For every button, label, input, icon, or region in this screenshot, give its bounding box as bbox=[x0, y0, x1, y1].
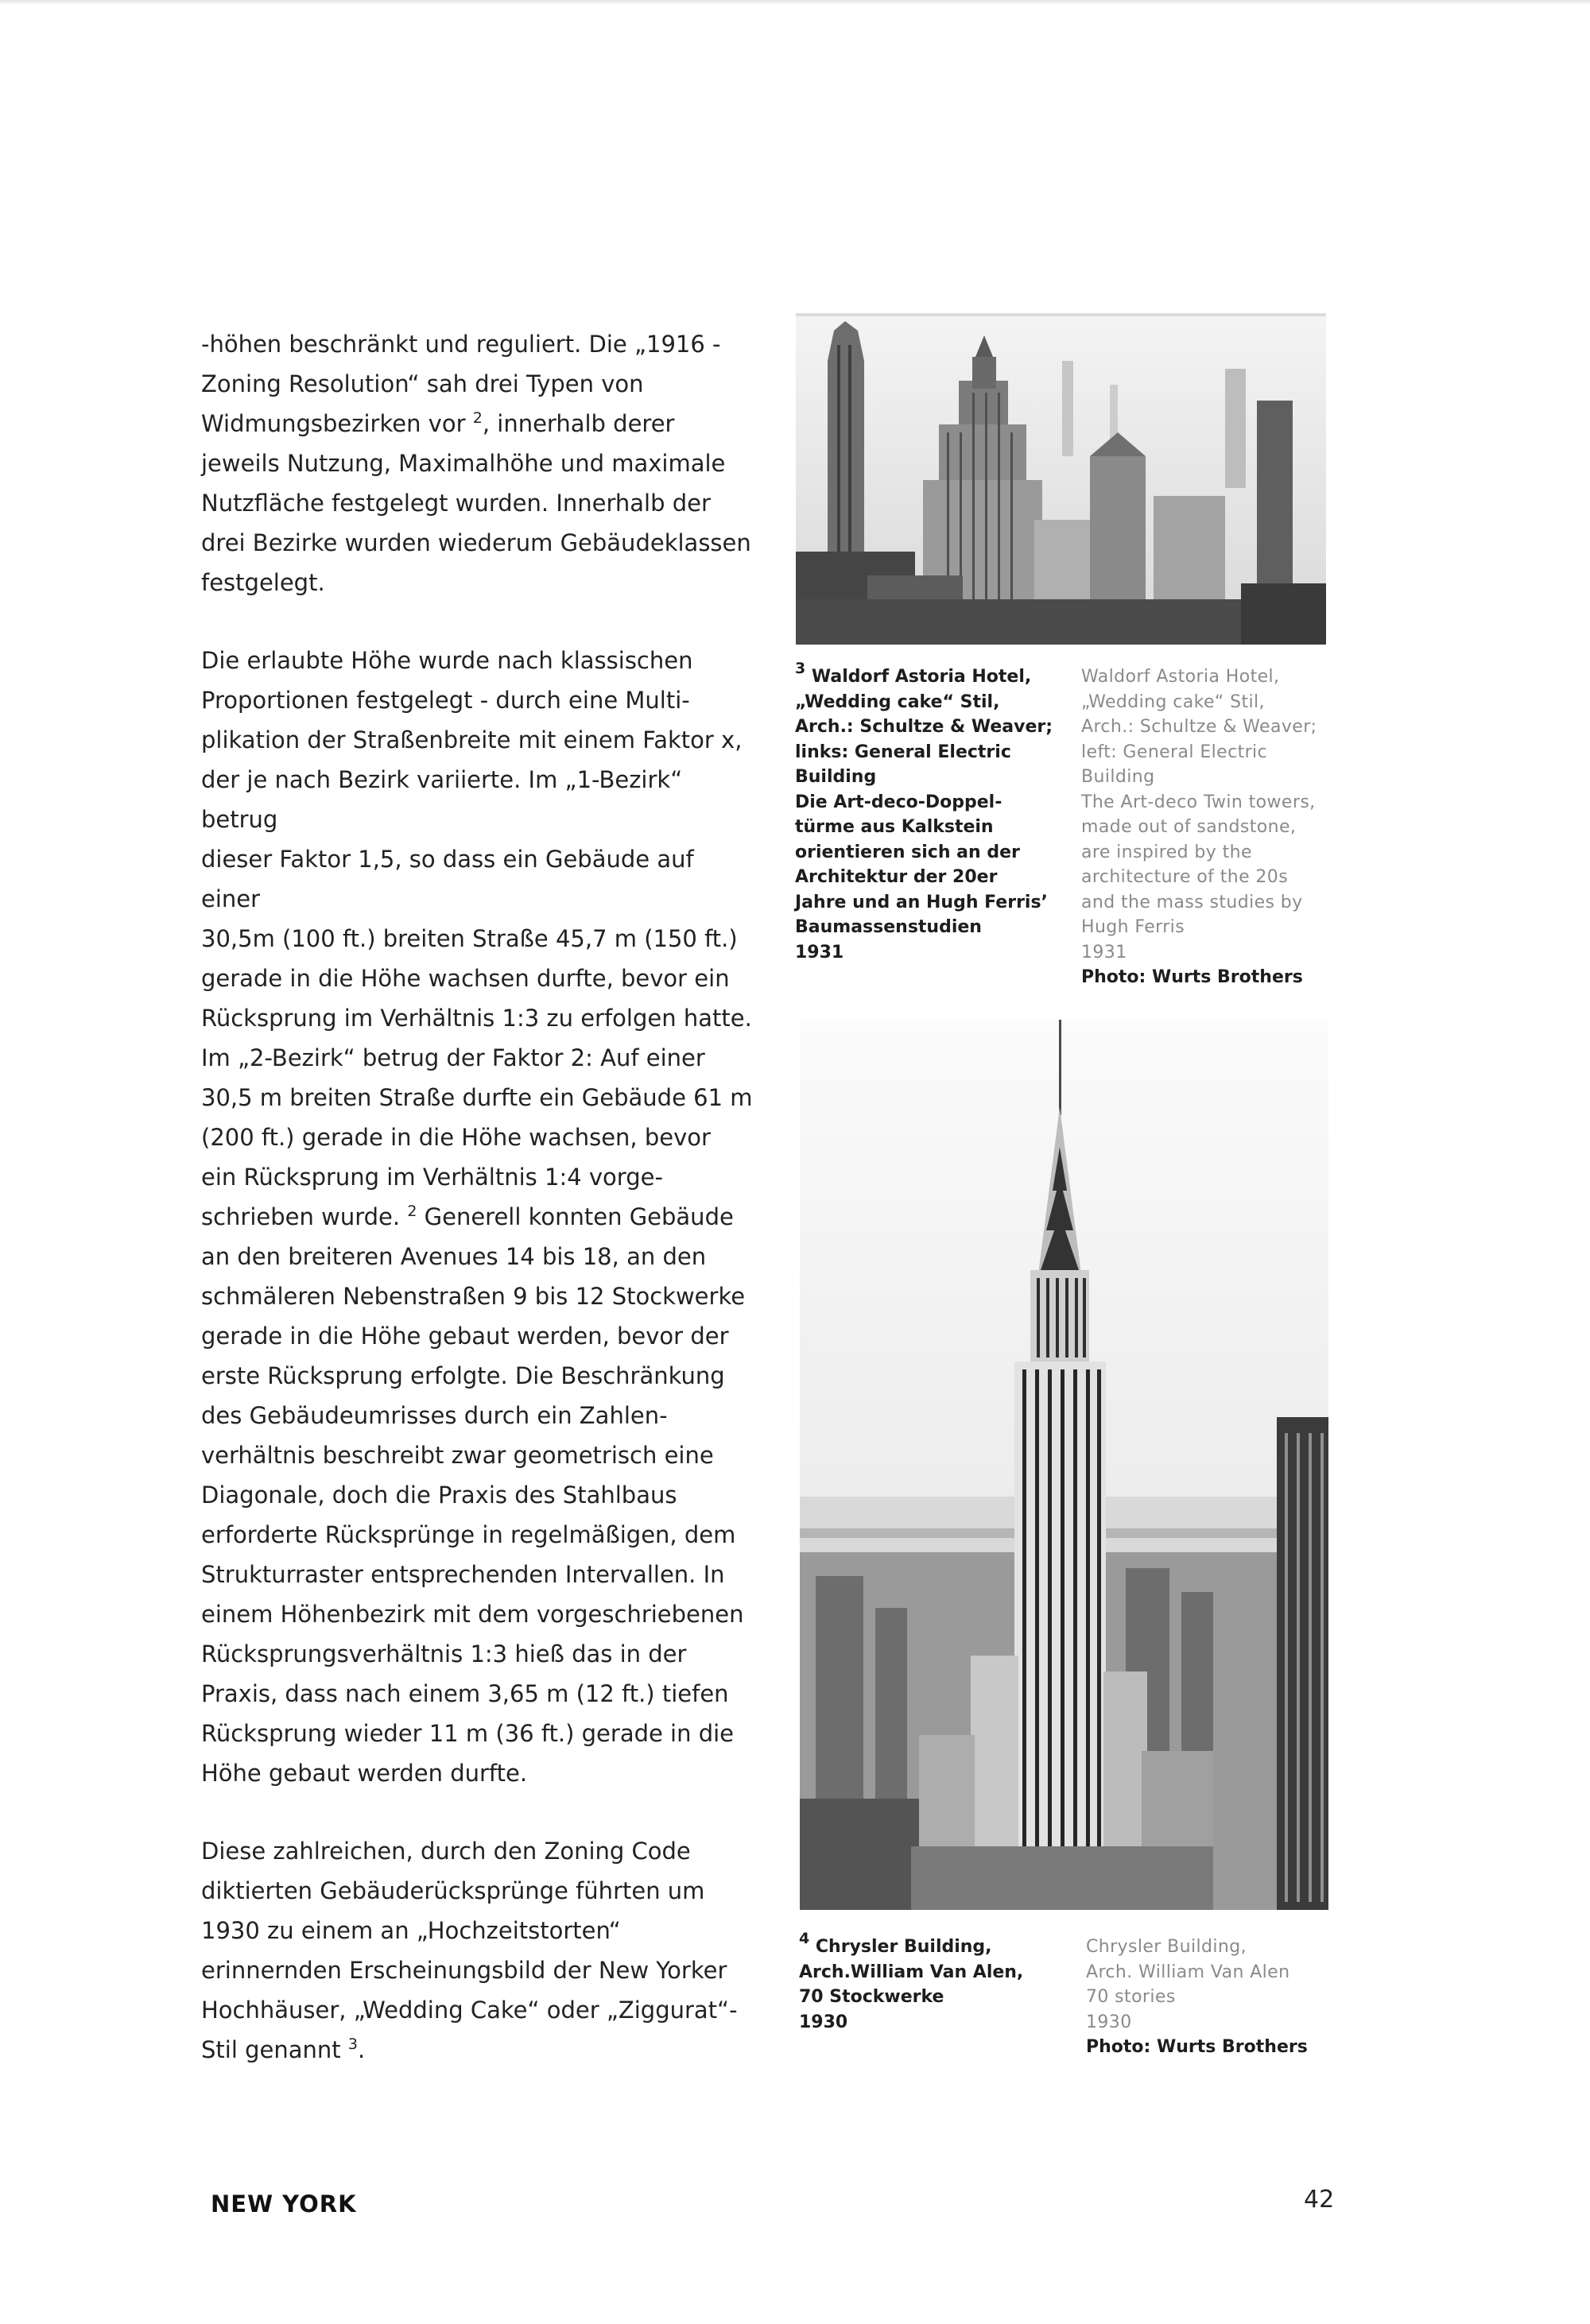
caption-line bbox=[1081, 865, 1320, 890]
body-text-line: Diese zahlreichen, durch den Zoning Code bbox=[201, 1838, 691, 1865]
caption-line bbox=[1081, 790, 1320, 815]
caption-line bbox=[1086, 2010, 1324, 2035]
caption-text: 1931 bbox=[1081, 942, 1127, 963]
body-text-line: drei Bezirke wurden wiederum Gebäudeklassen bbox=[201, 529, 751, 556]
caption-text: Building bbox=[795, 767, 877, 787]
photo-credit: Photo: Wurts Brothers bbox=[1086, 2037, 1308, 2057]
caption-text: Arch.William Van Alen, bbox=[799, 1962, 1024, 1982]
caption-line bbox=[1086, 1985, 1324, 2010]
caption-line bbox=[1081, 690, 1320, 715]
body-paragraph bbox=[201, 641, 758, 1793]
footnote-reference: 2 bbox=[472, 409, 483, 427]
body-text-line: Im „2-Bezirk“ betrug der Faktor 2: Auf einer bbox=[201, 1044, 705, 1071]
caption-text: 1930 bbox=[1086, 2012, 1132, 2032]
page-number: 42 bbox=[1304, 2186, 1335, 2214]
body-paragraph bbox=[201, 1831, 758, 2070]
caption-line bbox=[799, 1985, 1037, 2010]
figure-3-caption-german bbox=[795, 660, 1053, 965]
caption-text: are inspired by the bbox=[1081, 842, 1252, 862]
body-text-line: (200 ft.) gerade in die Höhe wachsen, bevor bbox=[201, 1124, 711, 1151]
body-text-line: dieser Faktor 1,5, so dass ein Gebäude auf einer bbox=[201, 846, 694, 912]
caption-line bbox=[799, 1960, 1037, 1985]
caption-text: Arch. William Van Alen bbox=[1086, 1962, 1290, 1982]
caption-text: Arch.: Schultze & Weaver; bbox=[795, 717, 1053, 737]
caption-text: made out of sandstone, bbox=[1081, 817, 1297, 837]
caption-line bbox=[1086, 1935, 1324, 1960]
top-edge-shadow bbox=[0, 0, 1590, 5]
waldorf-astoria-photo bbox=[796, 313, 1326, 645]
footer-section-label: NEW YORK bbox=[211, 2190, 357, 2217]
caption-text: 70 Stockwerke bbox=[799, 1987, 944, 2007]
caption-line bbox=[795, 715, 1053, 740]
caption-text: Building bbox=[1081, 767, 1155, 787]
body-text-line: Hochhäuser, „Wedding Cake“ oder „Ziggurat“- bbox=[201, 1997, 738, 2024]
body-text-line: gerade in die Höhe wachsen durfte, bevor ein bbox=[201, 965, 730, 992]
body-text-line: 30,5 m breiten Straße durfte ein Gebäude 61 m bbox=[201, 1084, 753, 1111]
caption-line bbox=[795, 940, 1034, 966]
figure-3-caption-english bbox=[1081, 664, 1320, 990]
caption-line bbox=[795, 740, 1034, 765]
caption-line bbox=[795, 890, 1048, 916]
body-text-line-continued: Generell konnten Gebäude bbox=[417, 1203, 734, 1230]
body-text-line: plikation der Straßenbreite mit einem Faktor x, bbox=[201, 726, 743, 753]
caption-text: „Wedding cake“ Stil, bbox=[1081, 691, 1265, 712]
figure-number: 3 bbox=[795, 660, 806, 677]
caption-text: links: General Electric bbox=[795, 742, 1011, 762]
footnote-reference: 3 bbox=[347, 2035, 358, 2053]
body-text-line: diktierten Gebäuderücksprünge führten um bbox=[201, 1877, 705, 1904]
caption-line bbox=[795, 815, 1034, 840]
figure-number: 4 bbox=[799, 1930, 810, 1947]
body-text-line: der je nach Bezirk variierte. Im „1-Bezirk“ betrug bbox=[201, 766, 683, 833]
body-text-line: schrieben wurde. bbox=[201, 1203, 408, 1230]
body-text-column bbox=[201, 324, 758, 2070]
caption-line bbox=[1081, 915, 1320, 940]
body-text-line: erforderte Rücksprünge in regelmäßigen, dem bbox=[201, 1521, 736, 1548]
caption-text: The Art-deco Twin towers, bbox=[1081, 792, 1316, 812]
figure-4-caption-german bbox=[799, 1930, 1037, 2035]
body-text-line: einem Höhenbezirk mit dem vorgeschriebenen bbox=[201, 1601, 744, 1628]
caption-line bbox=[1081, 890, 1320, 916]
body-text-line-continued: , innerhalb derer bbox=[482, 410, 675, 437]
caption-text: and the mass studies by bbox=[1081, 892, 1303, 912]
caption-text: türme aus Kalkstein bbox=[795, 817, 994, 837]
body-text-line: Rücksprungsverhältnis 1:3 hieß das in der bbox=[201, 1640, 687, 1667]
body-text-line: 1930 zu einem an „Hochzeitstorten“ bbox=[201, 1917, 621, 1944]
caption-line bbox=[795, 865, 1034, 890]
body-text-line: erste Rücksprung erfolgte. Die Beschränkung bbox=[201, 1362, 725, 1389]
caption-line bbox=[1081, 664, 1320, 690]
caption-text: Waldorf Astoria Hotel, bbox=[811, 667, 1032, 687]
caption-text: left: General Electric bbox=[1081, 742, 1268, 762]
caption-line bbox=[1081, 840, 1320, 866]
body-text-line: gerade in die Höhe gebaut werden, bevor der bbox=[201, 1323, 729, 1350]
body-text-line: Strukturraster entsprechenden Intervallen. In bbox=[201, 1561, 725, 1588]
body-text-line-continued: . bbox=[357, 2036, 366, 2063]
caption-line bbox=[1081, 715, 1320, 740]
body-text-line: jeweils Nutzung, Maximalhöhe und maximale bbox=[201, 450, 726, 477]
body-text-line: Proportionen festgelegt - durch eine Multi- bbox=[201, 687, 690, 714]
body-text-line: des Gebäudeumrisses durch ein Zahlen- bbox=[201, 1402, 668, 1429]
caption-text: 70 stories bbox=[1086, 1987, 1176, 2007]
body-paragraph bbox=[201, 324, 758, 602]
body-text-line: erinnernden Erscheinungsbild der New Yorker bbox=[201, 1957, 727, 1984]
body-text-line: 30,5m (100 ft.) breiten Straße 45,7 m (150 ft.) bbox=[201, 925, 738, 952]
caption-text: 1931 bbox=[795, 942, 844, 963]
caption-line bbox=[1086, 1960, 1324, 1985]
caption-line bbox=[795, 840, 1034, 866]
caption-text: Arch.: Schultze & Weaver; bbox=[1081, 717, 1317, 737]
caption-line bbox=[799, 2010, 1037, 2035]
caption-line bbox=[1081, 740, 1320, 765]
body-text-line: -höhen beschränkt und reguliert. Die „1916 - bbox=[201, 331, 721, 358]
caption-text: Chrysler Building, bbox=[1086, 1937, 1247, 1957]
caption-line bbox=[795, 790, 1034, 815]
caption-text: Baumassenstudien bbox=[795, 917, 982, 937]
chrysler-building-photo bbox=[800, 1020, 1328, 1910]
caption-text: „Wedding cake“ Stil, bbox=[795, 691, 1000, 712]
body-text-line: Rücksprung im Verhältnis 1:3 zu erfolgen hatte. bbox=[201, 1005, 752, 1032]
caption-text: orientieren sich an der bbox=[795, 842, 1020, 862]
caption-line bbox=[1081, 765, 1320, 790]
body-text-line: verhältnis beschreibt zwar geometrisch eine bbox=[201, 1442, 714, 1469]
caption-line bbox=[795, 660, 1034, 690]
footnote-reference: 2 bbox=[407, 1203, 417, 1220]
caption-text: Die Art-deco-Doppel- bbox=[795, 792, 1002, 812]
body-text-line: Nutzfläche festgelegt wurden. Innerhalb der bbox=[201, 490, 711, 517]
body-text-line: Die erlaubte Höhe wurde nach klassischen bbox=[201, 647, 693, 674]
caption-text: Jahre und an Hugh Ferris’ bbox=[795, 892, 1048, 912]
caption-text: Hugh Ferris bbox=[1081, 917, 1185, 937]
body-text-line: Zoning Resolution“ sah drei Typen von bbox=[201, 370, 644, 397]
caption-text: 1930 bbox=[799, 2012, 848, 2032]
body-text-line: Rücksprung wieder 11 m (36 ft.) gerade in die bbox=[201, 1720, 735, 1747]
body-text-line: Höhe gebaut werden durfte. bbox=[201, 1760, 528, 1787]
caption-line bbox=[799, 1930, 1037, 1960]
body-text-line: festgelegt. bbox=[201, 569, 325, 596]
caption-text: Waldorf Astoria Hotel, bbox=[1081, 667, 1280, 687]
caption-line bbox=[795, 765, 1034, 790]
caption-text: Chrysler Building, bbox=[815, 1937, 992, 1957]
body-text-line: Praxis, dass nach einem 3,65 m (12 ft.) tiefen bbox=[201, 1680, 729, 1707]
body-text-line: Diagonale, doch die Praxis des Stahlbaus bbox=[201, 1482, 677, 1509]
caption-line bbox=[795, 690, 1034, 715]
body-text-line: Widmungsbezirken vor bbox=[201, 410, 473, 437]
caption-text: architecture of the 20s bbox=[1081, 867, 1289, 887]
caption-line bbox=[795, 915, 1034, 940]
body-text-line: schmäleren Nebenstraßen 9 bis 12 Stockwerke bbox=[201, 1283, 746, 1310]
body-text-line: ein Rücksprung im Verhältnis 1:4 vorge- bbox=[201, 1164, 663, 1191]
body-text-line: an den breiteren Avenues 14 bis 18, an den bbox=[201, 1243, 707, 1270]
body-text-line: Stil genannt bbox=[201, 2036, 348, 2063]
caption-line bbox=[1081, 940, 1320, 966]
caption-line bbox=[1081, 815, 1320, 840]
photo-credit: Photo: Wurts Brothers bbox=[1081, 967, 1303, 987]
caption-text: Architektur der 20er bbox=[795, 867, 998, 887]
figure-4-caption-english bbox=[1086, 1935, 1324, 2060]
